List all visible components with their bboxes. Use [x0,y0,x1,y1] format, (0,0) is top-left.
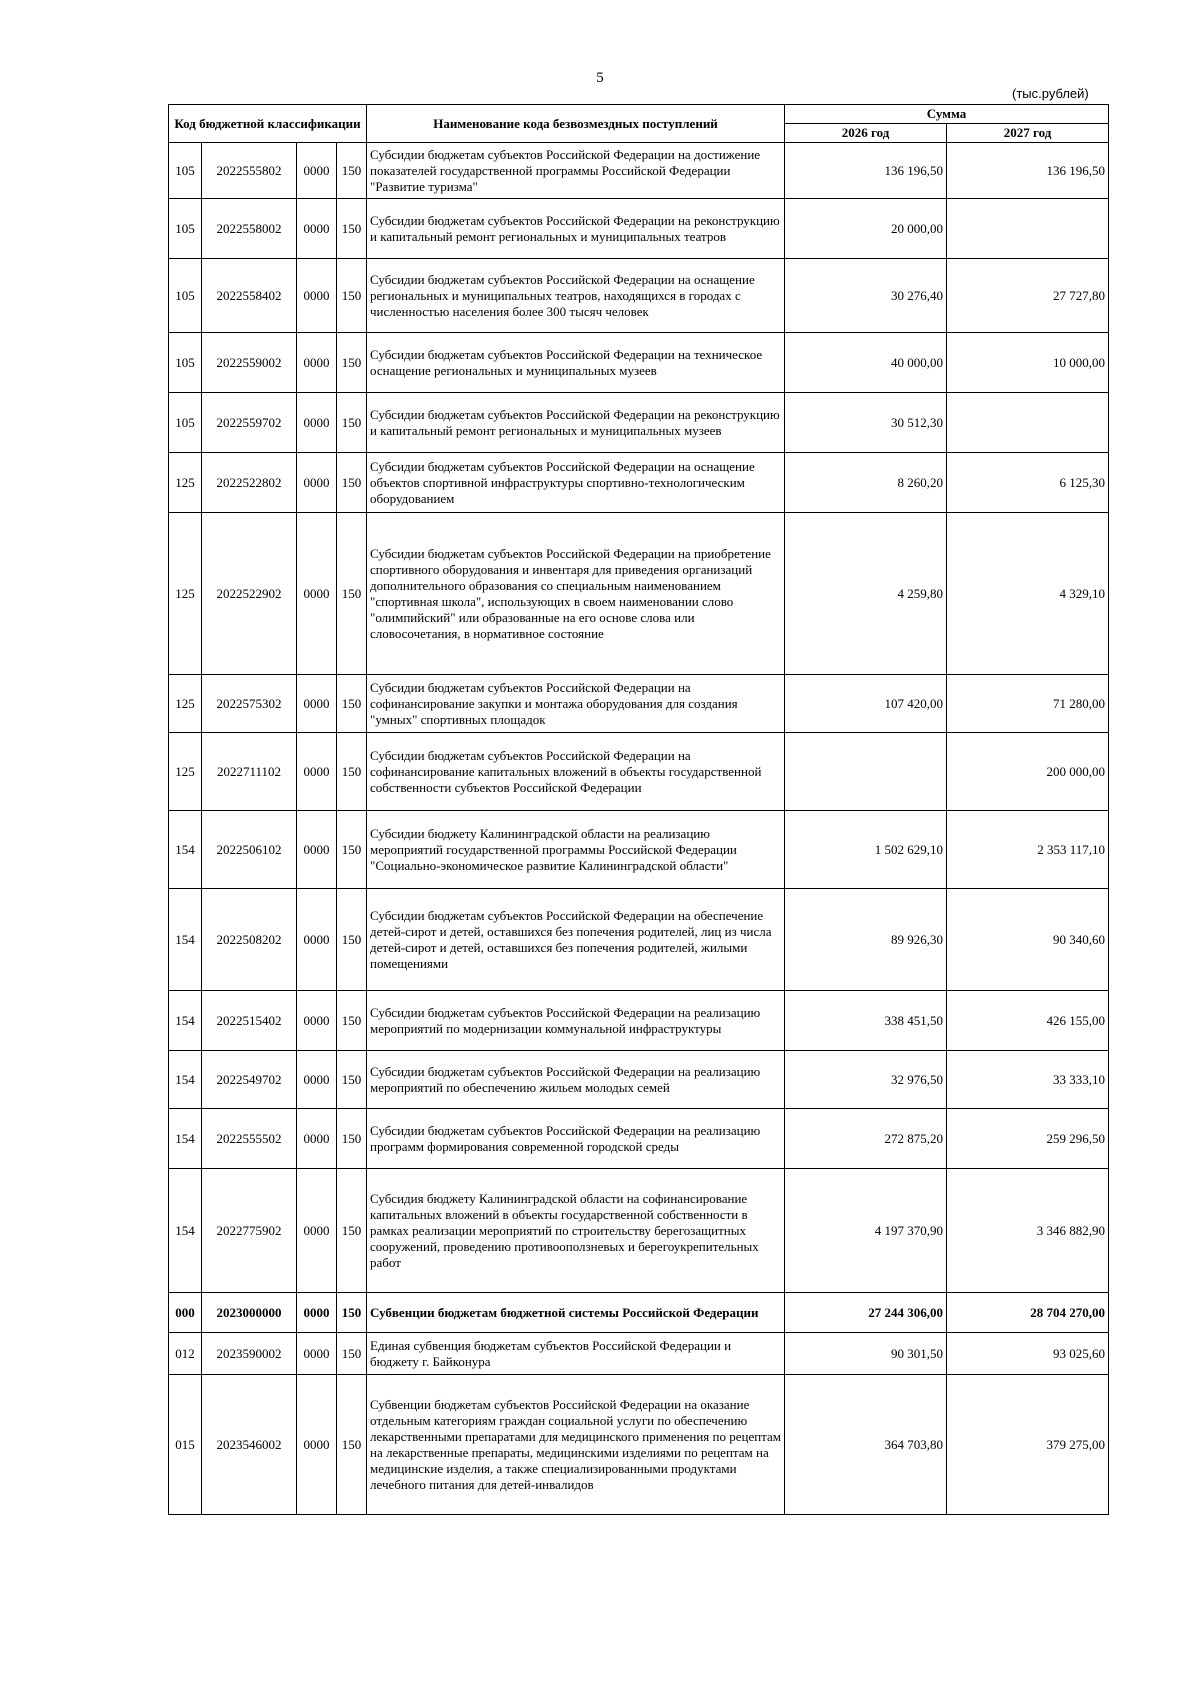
row-sum-2026: 30 276,40 [785,259,947,333]
row-sum-2026: 89 926,30 [785,889,947,991]
table-row [169,199,1109,259]
table-row [169,1109,1109,1169]
header-year-2027: 2027 год [947,124,1109,143]
row-admin-code: 154 [169,1109,202,1169]
row-budget-code: 2022575302 [202,675,297,733]
row-kosgu-code: 150 [337,199,367,259]
row-admin-code: 105 [169,393,202,453]
row-sum-2026: 40 000,00 [785,333,947,393]
row-budget-code: 2023590002 [202,1333,297,1375]
row-kosgu-code: 150 [337,889,367,991]
header-name: Наименование кода безвозмездных поступлений [367,105,785,143]
row-budget-code: 2022515402 [202,991,297,1051]
row-sum-2027: 200 000,00 [947,733,1109,811]
row-kosgu-code: 150 [337,333,367,393]
row-name: Субвенции бюджетам субъектов Российской Федерации на оказание отдельным категориям граждан социальной услуги по обеспечению лекарственными препаратами для медицинского применения по рецептам на лекарственные препараты, медицинскими изделиями по рецептам на медицинские изделия, а также специализированными продуктами лечебного питания для детей-инвалидов [367,1375,785,1515]
row-kosgu-code: 150 [337,675,367,733]
row-budget-code: 2023546002 [202,1375,297,1515]
row-name: Субсидии бюджетам субъектов Российской Федерации на реконструкцию и капитальный ремонт региональных и муниципальных театров [367,199,785,259]
row-admin-code: 125 [169,733,202,811]
row-kosgu-code: 150 [337,1169,367,1293]
row-budget-code: 2022559002 [202,333,297,393]
row-program-code: 0000 [297,991,337,1051]
page-number: 5 [596,70,604,86]
table-row [169,1375,1109,1515]
header-sum-group: Сумма [785,105,1109,124]
row-sum-2026: 338 451,50 [785,991,947,1051]
row-budget-code: 2022555802 [202,143,297,199]
row-kosgu-code: 150 [337,513,367,675]
row-sum-2026: 1 502 629,10 [785,811,947,889]
row-program-code: 0000 [297,1293,337,1333]
row-budget-code: 2022549702 [202,1051,297,1109]
row-budget-code: 2022506102 [202,811,297,889]
row-budget-code: 2023000000 [202,1293,297,1333]
row-program-code: 0000 [297,1051,337,1109]
row-sum-2027: 3 346 882,90 [947,1169,1109,1293]
table-row [169,733,1109,811]
row-kosgu-code: 150 [337,811,367,889]
row-kosgu-code: 150 [337,453,367,513]
row-name: Субсидии бюджетам субъектов Российской Федерации на реконструкцию и капитальный ремонт региональных и муниципальных музеев [367,393,785,453]
row-admin-code: 125 [169,453,202,513]
row-name: Субсидия бюджету Калининградской области на софинансирование капитальных вложений в объекты государственной собственности в рамках реализации мероприятий по строительству берегозащитных сооружений, проведению противооползневых и берегоукрепительных работ [367,1169,785,1293]
row-sum-2026: 8 260,20 [785,453,947,513]
row-program-code: 0000 [297,513,337,675]
row-sum-2027: 6 125,30 [947,453,1109,513]
row-budget-code: 2022711102 [202,733,297,811]
row-kosgu-code: 150 [337,393,367,453]
row-kosgu-code: 150 [337,143,367,199]
row-name: Субвенции бюджетам бюджетной системы Российской Федерации [367,1293,785,1333]
row-sum-2026: 4 259,80 [785,513,947,675]
row-kosgu-code: 150 [337,259,367,333]
table-row [169,453,1109,513]
row-sum-2027: 2 353 117,10 [947,811,1109,889]
row-sum-2027: 379 275,00 [947,1375,1109,1515]
row-name: Субсидии бюджетам субъектов Российской Федерации на оснащение объектов спортивной инфраструктуры спортивно-технологическим оборудованием [367,453,785,513]
row-sum-2026: 90 301,50 [785,1333,947,1375]
row-program-code: 0000 [297,1375,337,1515]
row-sum-2027: 4 329,10 [947,513,1109,675]
row-name: Единая субвенция бюджетам субъектов Российской Федерации и бюджету г. Байконура [367,1333,785,1375]
row-sum-2026: 107 420,00 [785,675,947,733]
row-budget-code: 2022522902 [202,513,297,675]
row-name: Субсидии бюджетам субъектов Российской Федерации на приобретение спортивного оборудования и инвентаря для приведения организаций дополнительного образования со специальным наименованием "спортивная школа", использующих в своем наименовании слово "олимпийский" или образованные на его основе слова или словосочетания, в нормативное состояние [367,513,785,675]
row-admin-code: 125 [169,675,202,733]
row-budget-code: 2022522802 [202,453,297,513]
row-kosgu-code: 150 [337,1051,367,1109]
table-body [169,143,1109,1515]
row-sum-2027 [947,199,1109,259]
row-admin-code: 125 [169,513,202,675]
row-sum-2027: 136 196,50 [947,143,1109,199]
row-admin-code: 000 [169,1293,202,1333]
row-admin-code: 105 [169,143,202,199]
table-row [169,143,1109,199]
table-row [169,393,1109,453]
row-name: Субсидии бюджетам субъектов Российской Федерации на реализацию программ формирования современной городской среды [367,1109,785,1169]
table-row [169,333,1109,393]
row-sum-2026: 20 000,00 [785,199,947,259]
row-program-code: 0000 [297,733,337,811]
table-row [169,889,1109,991]
table-row [169,259,1109,333]
row-kosgu-code: 150 [337,991,367,1051]
row-admin-code: 154 [169,889,202,991]
row-sum-2026 [785,733,947,811]
row-program-code: 0000 [297,675,337,733]
row-admin-code: 105 [169,199,202,259]
row-program-code: 0000 [297,1169,337,1293]
row-budget-code: 2022558402 [202,259,297,333]
row-name: Субсидии бюджетам субъектов Российской Федерации на софинансирование закупки и монтажа оборудования для создания "умных" спортивных площадок [367,675,785,733]
row-sum-2026: 30 512,30 [785,393,947,453]
row-program-code: 0000 [297,259,337,333]
row-name: Субсидии бюджетам субъектов Российской Федерации на оснащение региональных и муниципальных театров, находящихся в городах с численностью населения более 300 тысяч человек [367,259,785,333]
row-admin-code: 012 [169,1333,202,1375]
row-kosgu-code: 150 [337,1333,367,1375]
row-budget-code: 2022508202 [202,889,297,991]
row-sum-2027: 259 296,50 [947,1109,1109,1169]
row-budget-code: 2022775902 [202,1169,297,1293]
row-admin-code: 105 [169,259,202,333]
table-row [169,1051,1109,1109]
row-program-code: 0000 [297,889,337,991]
table-row [169,811,1109,889]
row-budget-code: 2022555502 [202,1109,297,1169]
row-name: Субсидии бюджетам субъектов Российской Федерации на достижение показателей государственной программы Российской Федерации "Развитие туризма" [367,143,785,199]
row-kosgu-code: 150 [337,1375,367,1515]
row-sum-2027: 426 155,00 [947,991,1109,1051]
row-kosgu-code: 150 [337,1293,367,1333]
row-admin-code: 154 [169,811,202,889]
row-program-code: 0000 [297,453,337,513]
row-budget-code: 2022559702 [202,393,297,453]
row-sum-2027: 71 280,00 [947,675,1109,733]
row-admin-code: 154 [169,991,202,1051]
row-admin-code: 154 [169,1051,202,1109]
row-sum-2027: 10 000,00 [947,333,1109,393]
row-sum-2026: 136 196,50 [785,143,947,199]
row-sum-2026: 32 976,50 [785,1051,947,1109]
row-program-code: 0000 [297,143,337,199]
row-admin-code: 105 [169,333,202,393]
row-kosgu-code: 150 [337,1109,367,1169]
row-program-code: 0000 [297,393,337,453]
table-row [169,675,1109,733]
row-sum-2027: 33 333,10 [947,1051,1109,1109]
header-code-group: Код бюджетной классификации [169,105,367,143]
table-row [169,1169,1109,1293]
row-sum-2027: 90 340,60 [947,889,1109,991]
row-name: Субсидии бюджетам субъектов Российской Федерации на софинансирование капитальных вложений в объекты государственной собственности субъектов Российской Федерации [367,733,785,811]
table-row [169,1333,1109,1375]
row-program-code: 0000 [297,811,337,889]
row-name: Субсидии бюджетам субъектов Российской Федерации на реализацию мероприятий по обеспечению жильем молодых семей [367,1051,785,1109]
row-sum-2026: 364 703,80 [785,1375,947,1515]
row-name: Субсидии бюджетам субъектов Российской Федерации на обеспечение детей-сирот и детей, оставшихся без попечения родителей, лиц из числа детей-сирот и детей, оставшихся без попечения родителей, жилыми помещениями [367,889,785,991]
table-row [169,991,1109,1051]
row-program-code: 0000 [297,1109,337,1169]
row-name: Субсидии бюджету Калининградской области на реализацию мероприятий государственной программы Российской Федерации "Социально-экономическое развитие Калининградской области" [367,811,785,889]
table-row [169,1293,1109,1333]
row-sum-2027: 28 704 270,00 [947,1293,1109,1333]
units-label: (тыс.рублей) [1012,86,1089,101]
row-sum-2027: 93 025,60 [947,1333,1109,1375]
row-program-code: 0000 [297,1333,337,1375]
row-sum-2027: 27 727,80 [947,259,1109,333]
row-admin-code: 154 [169,1169,202,1293]
budget-table [168,104,1109,1515]
row-sum-2026: 272 875,20 [785,1109,947,1169]
row-program-code: 0000 [297,333,337,393]
row-admin-code: 015 [169,1375,202,1515]
header-year-2026: 2026 год [785,124,947,143]
row-kosgu-code: 150 [337,733,367,811]
row-name: Субсидии бюджетам субъектов Российской Федерации на реализацию мероприятий по модернизации коммунальной инфраструктуры [367,991,785,1051]
row-program-code: 0000 [297,199,337,259]
row-sum-2027 [947,393,1109,453]
row-sum-2026: 27 244 306,00 [785,1293,947,1333]
row-budget-code: 2022558002 [202,199,297,259]
table-row [169,513,1109,675]
row-sum-2026: 4 197 370,90 [785,1169,947,1293]
row-name: Субсидии бюджетам субъектов Российской Федерации на техническое оснащение региональных и муниципальных музеев [367,333,785,393]
